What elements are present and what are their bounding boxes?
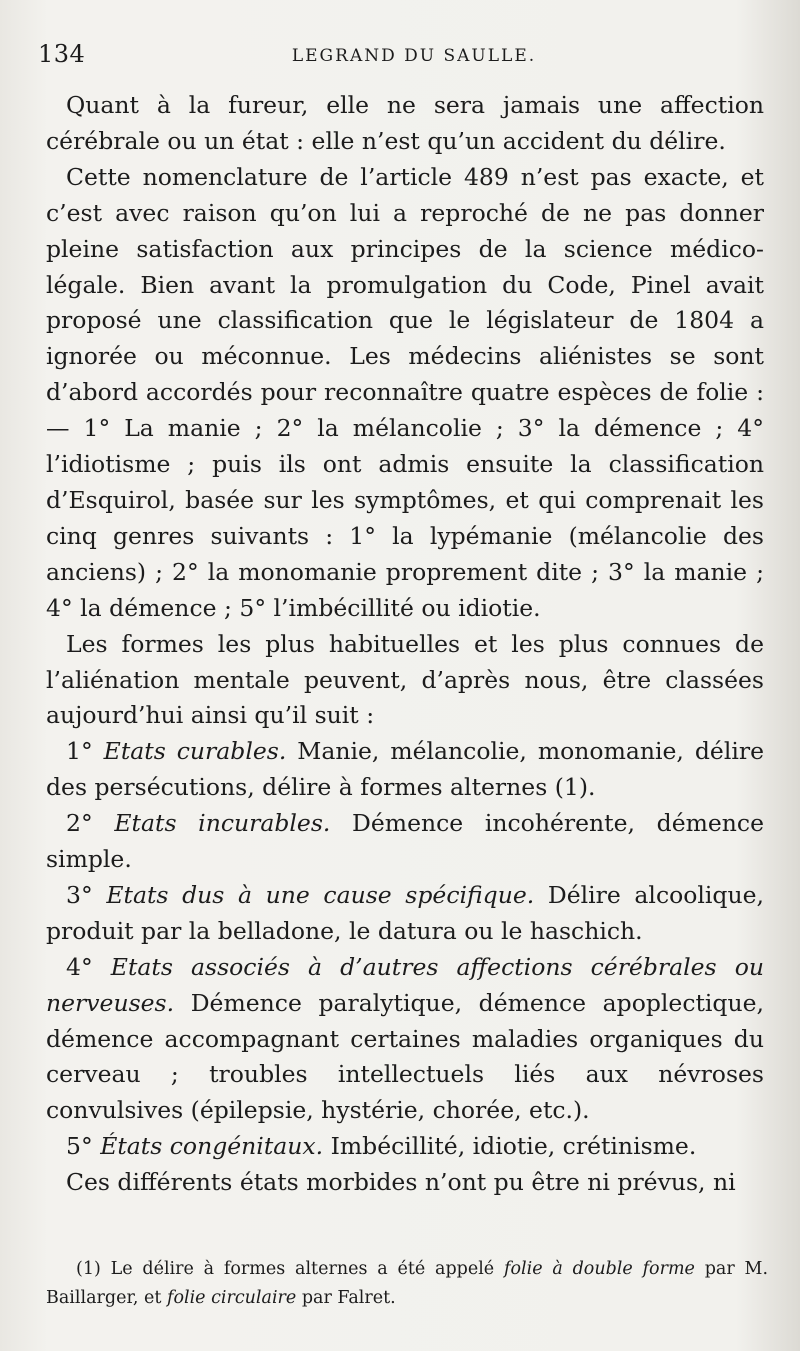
item-title: Etats incurables. xyxy=(114,809,331,838)
list-item xyxy=(46,878,764,950)
footnote-term: folie à double forme xyxy=(503,1259,695,1279)
footnotes xyxy=(46,1255,768,1313)
list-item xyxy=(46,1129,764,1165)
footnote-term: folie circulaire xyxy=(166,1288,297,1308)
item-text: Démence incohérente, démence simple. xyxy=(46,809,764,874)
item-number: 3° xyxy=(66,880,93,909)
item-title: Etats curables. xyxy=(103,737,287,766)
paragraph: Cette nomenclature de l’article 489 n’est pas exacte, et c’est avec raison qu’on lui a reproché de ne pas donner pleine satisfaction aux principes de la science médico-légale. Bien avant la promulgation du Code, Pinel avait proposé une classification que le législateur de 1804 a ignorée ou méconnue. Les médecins aliénistes se sont d’abord accordés pour reconnaître quatre espèces de folie : — 1° La manie ; 2° la mélancolie ; 3° la démence ; 4° l’idiotisme ; puis ils ont admis ensuite la classification d’Esquirol, basée sur les symptômes, et qui comprenait les cinq genres suivants : 1° la lypémanie (mélancolie des anciens) ; 2° la monomanie proprement dite ; 3° la manie ; 4° la démence ; 5° l’imbécillité ou idiotie. xyxy=(46,162,764,622)
running-head: LEGRAND DU SAULLE. xyxy=(291,46,537,66)
page-header xyxy=(38,40,760,74)
paragraph: Les formes les plus habituelles et les plus connues de l’aliénation mentale peuvent, d’après nous, être classées aujourd’hui ainsi qu’il suit : xyxy=(46,629,764,730)
list-item xyxy=(46,806,764,878)
footnote-text: par M. Baillarger, et xyxy=(46,1259,769,1308)
item-number: 2° xyxy=(66,809,93,838)
list-item xyxy=(46,734,764,806)
page-number: 134 xyxy=(38,40,86,68)
footnote-mark: (1) xyxy=(76,1259,101,1279)
item-text: Imbécillité, idiotie, crétinisme. xyxy=(323,1132,697,1161)
item-number: 1° xyxy=(66,737,93,766)
paragraph: Quant à la fureur, elle ne sera jamais une affection cérébrale ou un état : elle n’est qu’un accident du délire. xyxy=(46,91,764,155)
footnote-text: par Falret. xyxy=(296,1288,396,1308)
item-number: 4° xyxy=(66,952,93,981)
item-text: Manie, mélancolie, monomanie, délire des persécutions, délire à formes alternes (1). xyxy=(46,737,764,802)
item-title: Etats dus à une cause spécifique. xyxy=(106,880,535,909)
paragraph: Ces différents états morbides n’ont pu être ni prévus, ni xyxy=(66,1168,736,1197)
item-text: Délire alcoolique, produit par la belladone, le datura ou le haschich. xyxy=(46,880,764,945)
list-item xyxy=(46,950,764,1130)
footnote-text: Le délire à formes alternes a été appelé xyxy=(100,1259,504,1279)
item-text: Démence paralytique, démence apoplectique, démence accompagnant certaines maladies organiques du cerveau ; troubles intellectuels liés aux névroses convulsives (épilepsie, hystérie, chorée, etc.). xyxy=(46,988,764,1125)
item-title: Etats associés à d’autres affections cérébrales ou nerveuses. xyxy=(46,952,764,1017)
footnote xyxy=(46,1255,768,1313)
body-text xyxy=(46,88,764,1201)
item-title: États congénitaux. xyxy=(100,1132,324,1161)
item-number: 5° xyxy=(66,1132,93,1161)
